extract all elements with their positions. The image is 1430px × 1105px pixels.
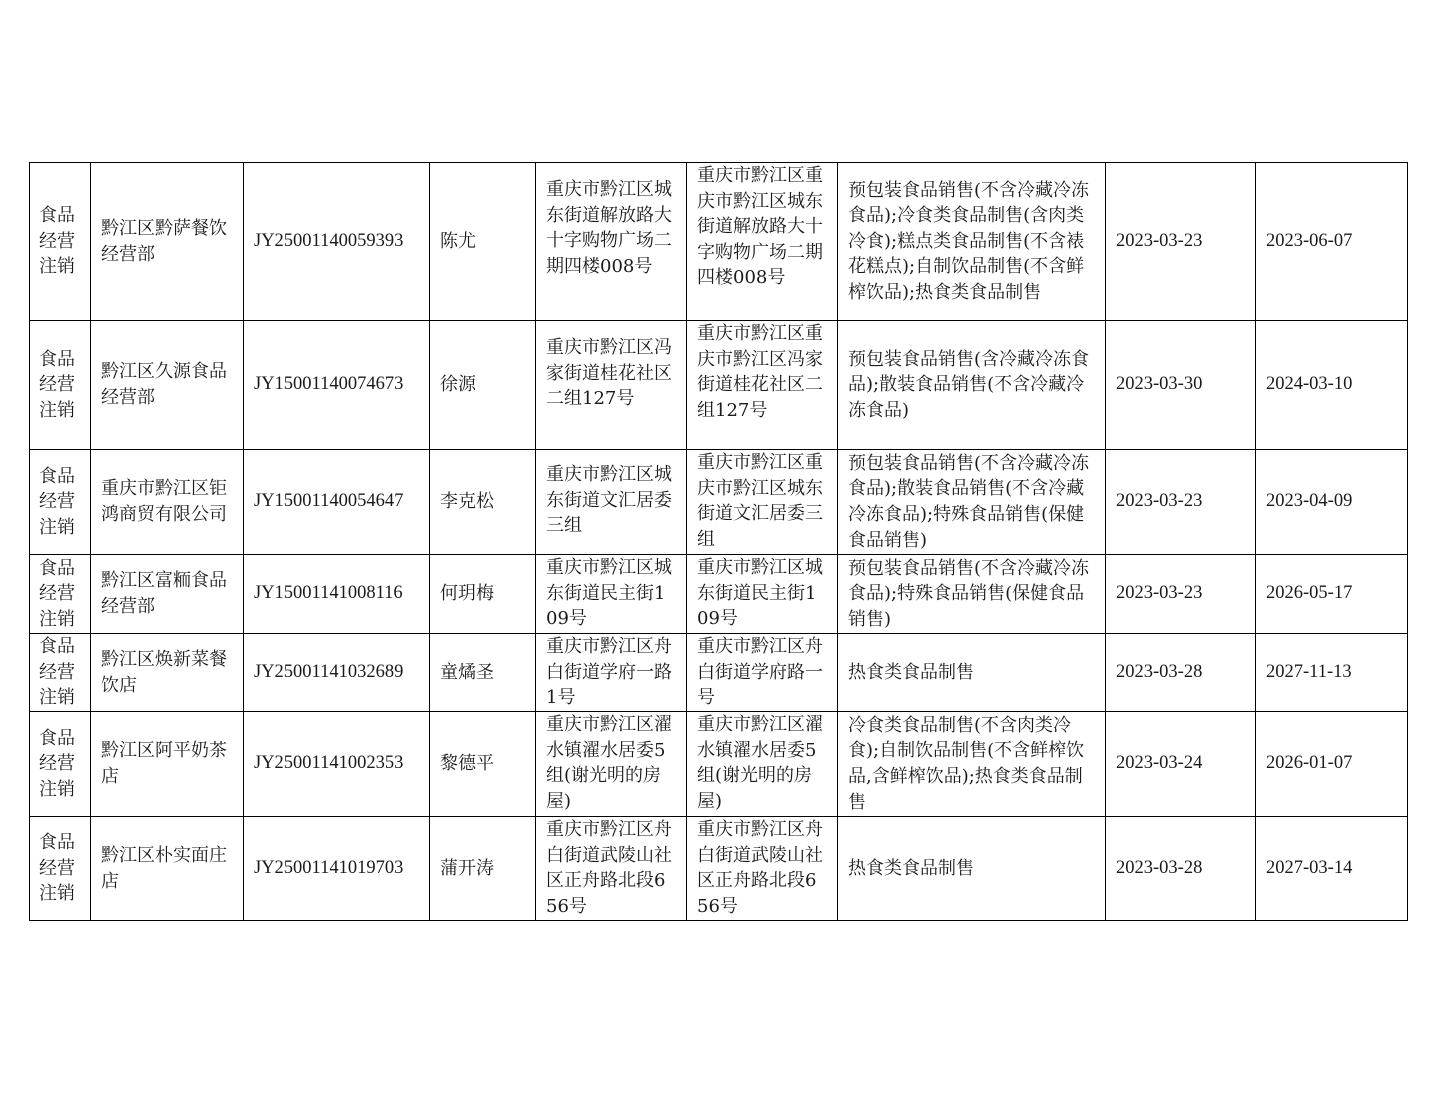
premises-cell: 重庆市黔江区濯水镇濯水居委5组(谢光明的房屋) xyxy=(687,712,838,817)
scope-cell: 预包装食品销售(不含冷藏冷冻食品);特殊食品销售(保健食品销售) xyxy=(838,555,1106,634)
type-cell: 食品经营注销 xyxy=(30,634,91,712)
valid-until-cell: 2027-11-13 xyxy=(1256,634,1408,712)
valid-until-cell: 2023-04-09 xyxy=(1256,450,1408,555)
license-cell: JY25001141019703 xyxy=(244,817,430,921)
name-cell: 重庆市黔江区钜鸿商贸有限公司 xyxy=(91,450,244,555)
license-cell: JY25001141002353 xyxy=(244,712,430,817)
valid-until-cell: 2023-06-07 xyxy=(1256,163,1408,321)
table-row xyxy=(30,555,1408,634)
type-cell: 食品经营注销 xyxy=(30,163,91,321)
table-row xyxy=(30,450,1408,555)
cancel-date-cell: 2023-03-23 xyxy=(1106,163,1256,321)
license-cell: JY25001140059393 xyxy=(244,163,430,321)
scope-cell: 预包装食品销售(不含冷藏冷冻食品);散装食品销售(不含冷藏冷冻食品);特殊食品销售(保健食品销售) xyxy=(838,450,1106,555)
license-cell: JY25001141032689 xyxy=(244,634,430,712)
license-cell: JY15001140054647 xyxy=(244,450,430,555)
premises-cell: 重庆市黔江区城东街道民主街109号 xyxy=(687,555,838,634)
scope-cell: 预包装食品销售(不含冷藏冷冻食品);冷食类食品制售(含肉类冷食);糕点类食品制售(不含裱花糕点);自制饮品制售(不含鲜榨饮品);热食类食品制售 xyxy=(838,163,1106,321)
name-cell: 黔江区朴实面庄店 xyxy=(91,817,244,921)
type-cell: 食品经营注销 xyxy=(30,450,91,555)
valid-until-cell: 2026-01-07 xyxy=(1256,712,1408,817)
address-cell: 重庆市黔江区城东街道民主街109号 xyxy=(536,555,687,634)
address-cell: 重庆市黔江区冯家街道桂花社区二组127号 xyxy=(536,321,687,450)
address-cell: 重庆市黔江区舟白街道武陵山社区正舟路北段656号 xyxy=(536,817,687,921)
address-cell: 重庆市黔江区城东街道文汇居委三组 xyxy=(536,450,687,555)
premises-cell: 重庆市黔江区舟白街道武陵山社区正舟路北段656号 xyxy=(687,817,838,921)
table-row xyxy=(30,634,1408,712)
cancel-date-cell: 2023-03-30 xyxy=(1106,321,1256,450)
license-cell: JY15001141008116 xyxy=(244,555,430,634)
cancel-date-cell: 2023-03-23 xyxy=(1106,450,1256,555)
cancellation-table xyxy=(29,162,1408,921)
name-cell: 黔江区黔萨餐饮经营部 xyxy=(91,163,244,321)
table-row xyxy=(30,712,1408,817)
person-cell: 徐源 xyxy=(430,321,536,450)
premises-cell: 重庆市黔江区重庆市黔江区城东街道文汇居委三组 xyxy=(687,450,838,555)
premises-cell: 重庆市黔江区重庆市黔江区城东街道解放路大十字购物广场二期四楼008号 xyxy=(687,163,838,321)
person-cell: 黎德平 xyxy=(430,712,536,817)
type-cell: 食品经营注销 xyxy=(30,712,91,817)
table-row xyxy=(30,321,1408,450)
name-cell: 黔江区富粫食品经营部 xyxy=(91,555,244,634)
valid-until-cell: 2027-03-14 xyxy=(1256,817,1408,921)
license-cell: JY15001140074673 xyxy=(244,321,430,450)
person-cell: 何玥梅 xyxy=(430,555,536,634)
name-cell: 黔江区焕新菜餐饮店 xyxy=(91,634,244,712)
premises-cell: 重庆市黔江区重庆市黔江区冯家街道桂花社区二组127号 xyxy=(687,321,838,450)
address-cell: 重庆市黔江区城东街道解放路大十字购物广场二期四楼008号 xyxy=(536,163,687,321)
name-cell: 黔江区久源食品经营部 xyxy=(91,321,244,450)
table-row xyxy=(30,163,1408,321)
scope-cell: 预包装食品销售(含冷藏冷冻食品);散装食品销售(不含冷藏冷冻食品) xyxy=(838,321,1106,450)
valid-until-cell: 2024-03-10 xyxy=(1256,321,1408,450)
person-cell: 陈尤 xyxy=(430,163,536,321)
person-cell: 童燏圣 xyxy=(430,634,536,712)
scope-cell: 冷食类食品制售(不含肉类冷食);自制饮品制售(不含鲜榨饮品,含鲜榨饮品);热食类食品制售 xyxy=(838,712,1106,817)
scope-cell: 热食类食品制售 xyxy=(838,817,1106,921)
scope-cell: 热食类食品制售 xyxy=(838,634,1106,712)
name-cell: 黔江区阿平奶茶店 xyxy=(91,712,244,817)
table-row xyxy=(30,817,1408,921)
type-cell: 食品经营注销 xyxy=(30,817,91,921)
address-cell: 重庆市黔江区舟白街道学府一路1号 xyxy=(536,634,687,712)
type-cell: 食品经营注销 xyxy=(30,321,91,450)
cancel-date-cell: 2023-03-28 xyxy=(1106,634,1256,712)
premises-cell: 重庆市黔江区舟白街道学府路一号 xyxy=(687,634,838,712)
person-cell: 蒲开涛 xyxy=(430,817,536,921)
cancel-date-cell: 2023-03-23 xyxy=(1106,555,1256,634)
valid-until-cell: 2026-05-17 xyxy=(1256,555,1408,634)
person-cell: 李克松 xyxy=(430,450,536,555)
address-cell: 重庆市黔江区濯水镇濯水居委5组(谢光明的房屋) xyxy=(536,712,687,817)
cancel-date-cell: 2023-03-28 xyxy=(1106,817,1256,921)
type-cell: 食品经营注销 xyxy=(30,555,91,634)
cancel-date-cell: 2023-03-24 xyxy=(1106,712,1256,817)
